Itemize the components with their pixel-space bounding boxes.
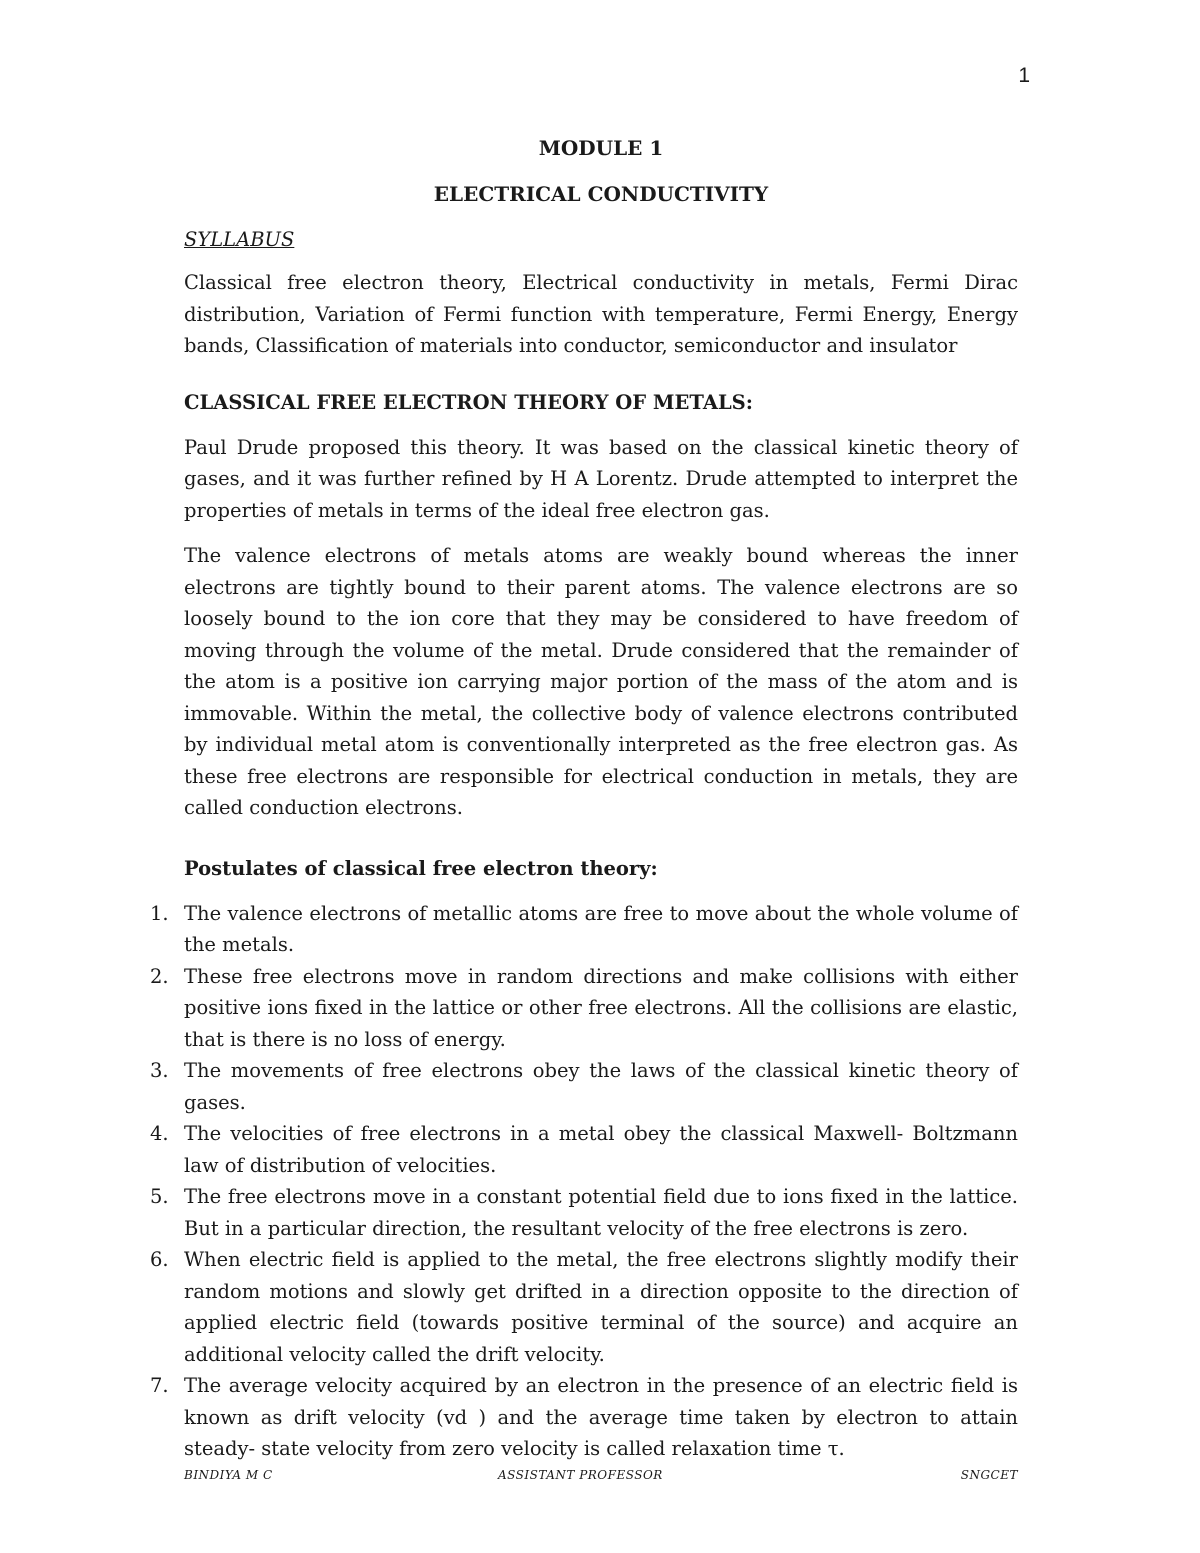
list-text: The average velocity acquired by an electron in the presence of an electric field is known as drift velocity (vd ) and the average time taken by electron to attain steady- state velocity from zero velocity is called relaxation time τ. bbox=[184, 1374, 1018, 1460]
section-heading: CLASSICAL FREE ELECTRON THEORY OF METALS: bbox=[184, 390, 753, 414]
list-text: These free electrons move in random directions and make collisions with either positive ions fixed in the lattice or other free electrons. All the collisions are elastic, that is there is no loss of energy. bbox=[184, 964, 1018, 1051]
footer-institution: SNGCET bbox=[960, 1468, 1018, 1482]
list-text: The movements of free electrons obey the laws of the classical kinetic theory of gases. bbox=[184, 1059, 1018, 1114]
page-title: ELECTRICAL CONDUCTIVITY bbox=[433, 182, 769, 206]
list-text: The velocities of free electrons in a metal obey the classical Maxwell- Boltzmann law of distribution of velocities. bbox=[184, 1122, 1018, 1177]
list-number: 1. bbox=[150, 901, 169, 925]
footer-author: BINDIYA M C bbox=[184, 1468, 273, 1482]
list-item bbox=[150, 961, 1018, 1056]
list-item bbox=[150, 1370, 1018, 1465]
postulates-heading: Postulates of classical free electron theory: bbox=[184, 856, 658, 880]
module-heading: MODULE 1 bbox=[538, 136, 664, 160]
paragraph-drude: Paul Drude proposed this theory. It was based on the classical kinetic theory of gases, and it was further refined by H A Lorentz. Drude attempted to interpret the properties of metals in terms of the ideal free electron gas. bbox=[184, 435, 1018, 522]
list-item bbox=[150, 1055, 1018, 1118]
list-number: 3. bbox=[150, 1059, 169, 1082]
footer-designation: ASSISTANT PROFESSOR bbox=[498, 1468, 663, 1482]
list-text: The free electrons move in a constant potential field due to ions fixed in the lattice. But in a particular direction, the resultant velocity of the free electrons is zero. bbox=[184, 1185, 1018, 1240]
list-item bbox=[150, 1118, 1018, 1181]
list-number: 5. bbox=[150, 1185, 169, 1208]
list-text: The valence electrons of metallic atoms are free to move about the whole volume of the metals. bbox=[184, 901, 1018, 956]
list-number: 2. bbox=[150, 964, 169, 988]
list-item bbox=[150, 1244, 1018, 1370]
syllabus-text: Classical free electron theory, Electrical conductivity in metals, Fermi Dirac distribution, Variation of Fermi function with temperature, Fermi Energy, Energy bands, Classification of materials into conductor, semiconductor and insulator bbox=[184, 271, 1018, 357]
page-number: 1 bbox=[1018, 64, 1030, 87]
list-number: 4. bbox=[150, 1122, 169, 1145]
list-text: When electric field is applied to the metal, the free electrons slightly modify their random motions and slowly get drifted in a direction opposite to the direction of applied electric field (towards positive terminal of the source) and acquire an additional velocity called the drift velocity. bbox=[184, 1248, 1018, 1366]
list-item bbox=[150, 1181, 1018, 1244]
list-number: 6. bbox=[150, 1248, 169, 1271]
paragraph-valence-electrons: The valence electrons of metals atoms are weakly bound whereas the inner electrons are tightly bound to their parent atoms. The valence electrons are so loosely bound to the ion core that they may be considered to have freedom of moving through the volume of the metal. Drude considered that the remainder of the atom is a positive ion carrying major portion of the mass of the atom and is immovable. Within the metal, the collective body of valence electrons contributed by individual metal atom is conventionally interpreted as the free electron gas. As these free electrons are responsible for electrical conduction in metals, they are called conduction electrons. bbox=[184, 544, 1018, 819]
postulates-list bbox=[150, 898, 1018, 1465]
list-number: 7. bbox=[150, 1374, 169, 1397]
document-body bbox=[150, 130, 1018, 1465]
syllabus-label: SYLLABUS bbox=[184, 228, 295, 251]
list-item bbox=[150, 898, 1018, 961]
page-footer bbox=[184, 1468, 1018, 1492]
